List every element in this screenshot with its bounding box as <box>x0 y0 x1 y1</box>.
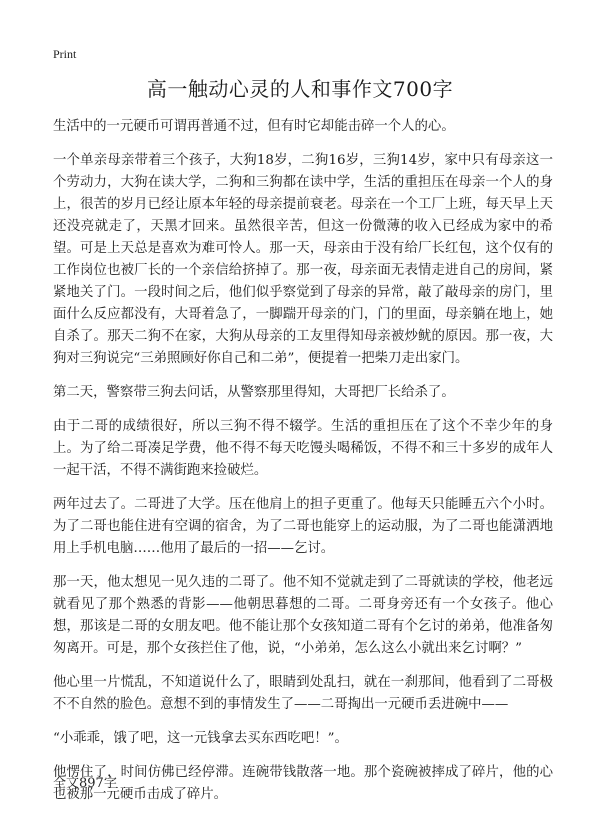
print-link[interactable]: Print <box>53 47 77 61</box>
paragraph: “小乖乖，饿了吧，这一元钱拿去买东西吃吧！”。 <box>53 731 348 746</box>
paragraph: 第二天，警察带三狗去问话，从警察那里得知，大哥把厂长给杀了。 <box>53 385 455 400</box>
article-title: 高一触动心灵的人和事作文700字 <box>146 77 454 101</box>
paragraph: 一个单亲母亲带着三个孩子，大狗18岁，二狗16岁，三狗14岁，家中只有母亲这一个劳动力，大狗在读大学，二狗和三狗都在读中学，生活的重担压在母亲一个人的身上，很苦的岁月已经让原本年轻的母亲提前衰老。母亲在一个工厂上班，每天早上天还没亮就走了，天黑才回来。虽然很辛苦，但这一份微薄的收入已经成为家中的希望。可是上天总是喜欢为难可怜人。那一天，母亲由于没有给厂长红包，这个仅有的工作岗位也被厂长的一个亲信给挤掉了。那一夜，母亲面无表情走进自己的房间，紧紧地关了门。一段时间之后，他们似乎察觉到了母亲的异常，敲了敲母亲的房门，里面什么反应都没有，大哥着急了，一脚踹开母亲的门，门的里面，母亲躺在地上，她自杀了。那天二狗不在家，大狗从母亲的工友里得知母亲被炒鱿的原因。那一夜，大狗对三狗说完“三弟照顾好你自己和二弟”，便提着一把柴刀走出家门。 <box>53 153 553 366</box>
paragraph: 那一天，他太想见一见久违的二哥了。他不知不觉就走到了二哥就读的学校，他老远就看见了那个熟悉的背影——他朝思暮想的二哥。二哥身旁还有一个女孩子。他心想，那该是二哥的女朋友吧。他不能让那个女孩知道二哥有个乞讨的弟弟，他准备匆匆离开。可是，那个女孩拦住了他，说，“小弟弟，怎么这么小就出来乞讨啊？” <box>53 575 553 656</box>
paragraph: 由于二哥的成绩很好，所以三狗不得不辍学。生活的重担压在了这个不幸少年的身上。为了给二哥凑足学费，他不得不每天吃馒头喝稀饭，不得不和三十多岁的成年人一起干活，不得不满街跑来捡破烂。 <box>53 419 553 478</box>
paragraph: 生活中的一元硬币可谓再普通不过，但有时它却能击碎一个人的心。 <box>53 119 455 134</box>
word-count: 全文897字 <box>53 776 117 791</box>
paragraph: 他心里一片慌乱，不知道说什么了，眼睛到处乱扫，就在一刹那间，他看到了二哥极不不自然的脸色。意想不到的事情发生了——二哥掏出一元硬币丢进碗中—— <box>53 675 553 712</box>
paragraph: 两年过去了。二哥进了大学。压在他肩上的担子更重了。他每天只能睡五六个小时。为了二哥也能住进有空调的宿舍，为了二哥也能穿上的运动服，为了二哥也能潇洒地用上手机电脑……他用了最后的一招——乞讨。 <box>53 497 553 556</box>
paragraph: 他愣住了，时间仿佛已经停滞。连碗带钱散落一地。那个瓷碗被摔成了碎片，他的心也被那一元硬币击成了碎片。 <box>53 765 553 802</box>
article-body <box>53 116 553 818</box>
